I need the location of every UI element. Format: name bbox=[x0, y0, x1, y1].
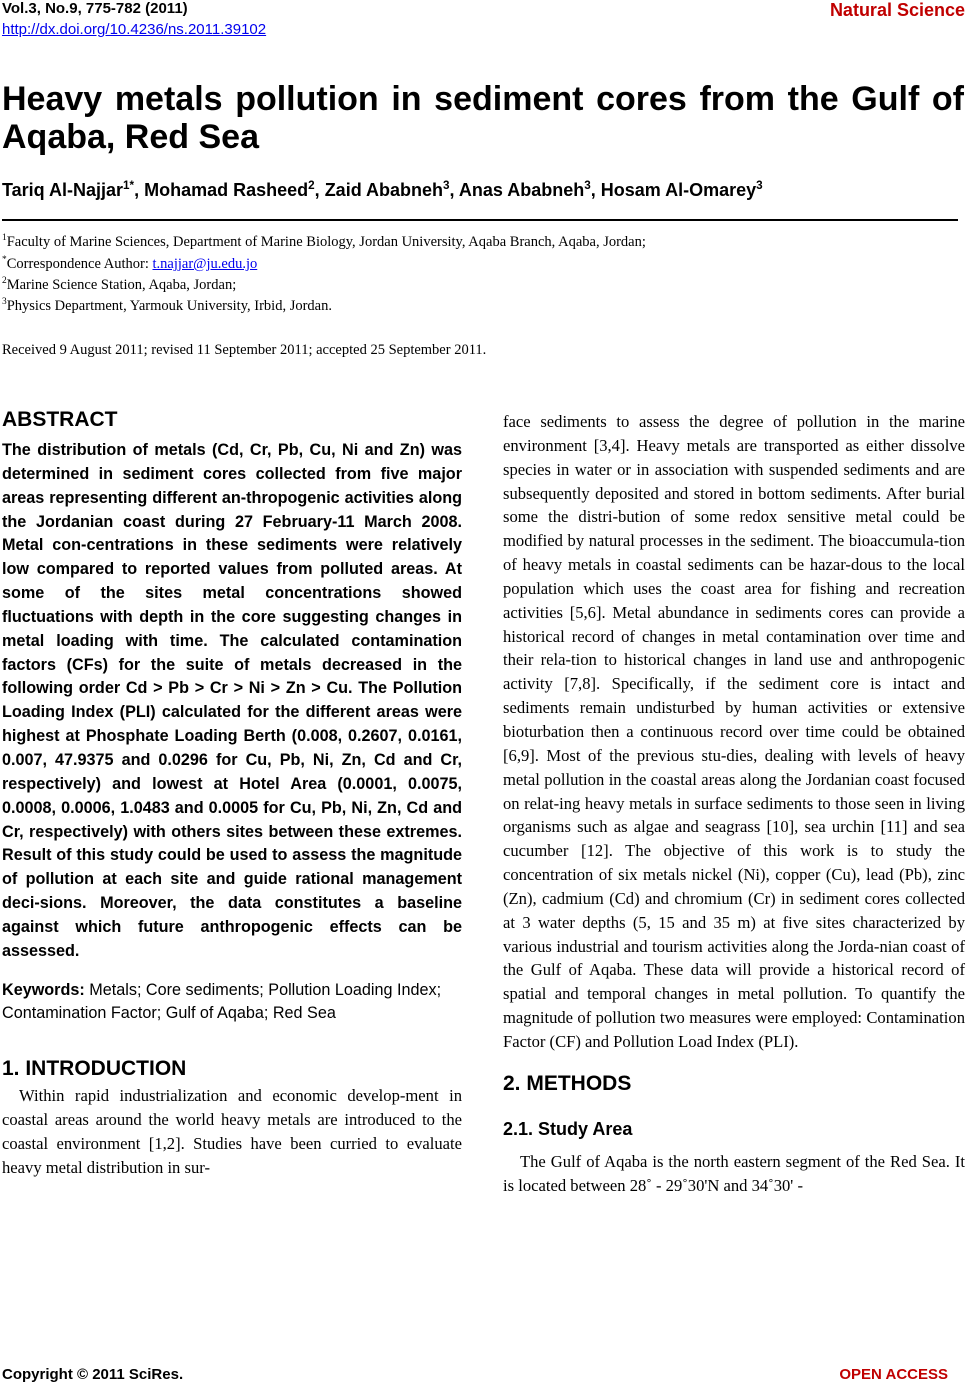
abstract-text: The distribution of metals (Cd, Cr, Pb, Cu, Ni and Zn) was determined in sediment cores collected from five major areas representing different an-thropogenic activities along the Jordanian coast during 27 February-11 March 2008. Metal con-centrations in these sediments were relatively low compared to reported values from polluted areas. At some of the sites metal concentrations showed fluctuations with depth in the core suggesting changes in metal loading with time. The calculated contamination factors (CFs) for the suite of metals decreased in the following order Cd > Pb > Cr > Ni > Zn > Cu. The Pollution Loading Index (PLI) calculated for the different areas were highest at Phosphate Loading Berth (0.008, 0.2607, 0.0161, 0.007, 47.9375 and 0.0296 for Cu, Pb, Ni, Zn, Cd and Cr, respectively) and lowest at Hotel Area (0.0001, 0.0075, 0.0008, 0.0006, 1.0483 and 0.0005 for Cu, Pb, Ni, Zn, Cd and Cr, respectively) with others sites between these extremes. Result of this study could be used to assess the magnitude of pollution at each site and guide rational management deci-sions. Moreover, the data constitutes a baseline against which future anthropogenic effects can be assessed. bbox=[2, 441, 462, 960]
author: Zaid Ababneh$^3$, bbox=[324, 179, 459, 200]
abstract-heading: ABSTRACT bbox=[2, 408, 118, 431]
author: Hosam Al-Omarey$^3$ bbox=[600, 179, 763, 200]
study-area-paragraph: The Gulf of Aqaba is the north eastern segment of the Red Sea. It is located between 28˚ - 29˚30'N and 34˚30' - bbox=[503, 1151, 965, 1195]
title-divider bbox=[2, 219, 958, 221]
journal-brand: Natural Science bbox=[829, 0, 965, 20]
introduction-paragraph: Within rapid industrialization and economic develop-ment in coastal areas around the world heavy metals are introduced to the coastal environment [1,2]. Studies have been curried to evaluate heavy metal distribution in sur- bbox=[2, 1086, 462, 1177]
affiliation-1: $^1$Faculty of Marine Sciences, Department of Marine Biology, Jordan University, Aqaba Branch, Aqaba, Jordan; bbox=[2, 233, 646, 250]
paper-title: Heavy metals pollution in sediment cores from the Gulf of Aqaba, Red Sea bbox=[2, 80, 964, 156]
affiliation-3: $^3$Physics Department, Yarmouk University, Irbid, Jordan. bbox=[2, 297, 332, 314]
author-list bbox=[2, 180, 763, 201]
received-dates: Received 9 August 2011; revised 11 September 2011; accepted 25 September 2011. bbox=[2, 342, 487, 358]
methods-heading: 2. METHODS bbox=[503, 1071, 632, 1095]
correspondence: *Correspondence Author: t.najjar@ju.edu.jo bbox=[2, 255, 258, 272]
journal-volume: Vol.3, No.9, 775-782 (2011) bbox=[2, 0, 188, 17]
correspondence-email-link[interactable]: t.najjar@ju.edu.jo bbox=[152, 256, 258, 272]
copyright-footer: Copyright © 2011 SciRes. bbox=[2, 1366, 184, 1383]
affiliation-2: $^2$Marine Science Station, Aqaba, Jordan; bbox=[2, 276, 237, 293]
author: Mohamad Rasheed$^2$, bbox=[144, 179, 325, 200]
keywords: Keywords: Metals; Core sediments; Pollution Loading Index; Contamination Factor; Gulf of Aqaba; Red Sea bbox=[2, 980, 442, 1023]
author: Anas Ababneh$^3$, bbox=[458, 179, 601, 200]
study-area-heading: 2.1. Study Area bbox=[503, 1118, 633, 1139]
left-column bbox=[2, 405, 462, 1180]
introduction-heading: 1. INTRODUCTION bbox=[2, 1057, 187, 1081]
right-column bbox=[503, 410, 965, 1197]
introduction-paragraph-continued: face sediments to assess the degree of pollution in the marine environment [3,4]. Heavy metals are transported as either dissolve species in water or in association with suspended sediments and are subsequently deposited and stored in bottom sediments. After burial some the distri-bution of some redox sensitive metal could be modified by natural processes in the sediment. The bioaccumula-tion of heavy metals in coastal sediments can be hazar-dous to the local population which uses the coast area for fishing and recreation activities [5,6]. Metal abundance in sediments cores can provide a historical record of changes in metal contamination over time and their rela-tion to historical changes in land use and anthropogenic activity [7,8]. Specifically, if the sediment core is intact and sediments remain undisturbed by human activities or extensive bioturbation then a continuous record over time could be obtained [6,9]. Most of the previous stu-dies, dealing with levels of heavy metal pollution in the coastal areas along the Jordanian coast focused on relat-ing heavy metals in surface sediments to those seen in living organisms such as algae and seagrass [10], sea urchin [11] and sea cucumber [12]. The objective of this work is to study the concentration of six metals nickel (Ni), copper (Cu), lead (Pb), zinc (Zn), cadmium (Cd) and chromium (Cr) in sediment cores collected at 3 water depths (5, 15 and 35 m) at five sites characterized by various industrial and tourism activities along the Jorda-nian coast of the Gulf of Aqaba. These data will provide a historical record of spatial and temporal changes in metal pollution. To quantify the magnitude of pollution two measures were employed: Contamination Factor (CF) and Pollution Load Index (PLI). bbox=[503, 412, 965, 1051]
author: Tariq Al-Najjar$^{1*}$, bbox=[2, 179, 145, 200]
doi-link[interactable]: http://dx.doi.org/10.4236/ns.2011.39102 bbox=[2, 21, 267, 38]
open-access-badge: OPEN ACCESS bbox=[839, 1366, 948, 1383]
